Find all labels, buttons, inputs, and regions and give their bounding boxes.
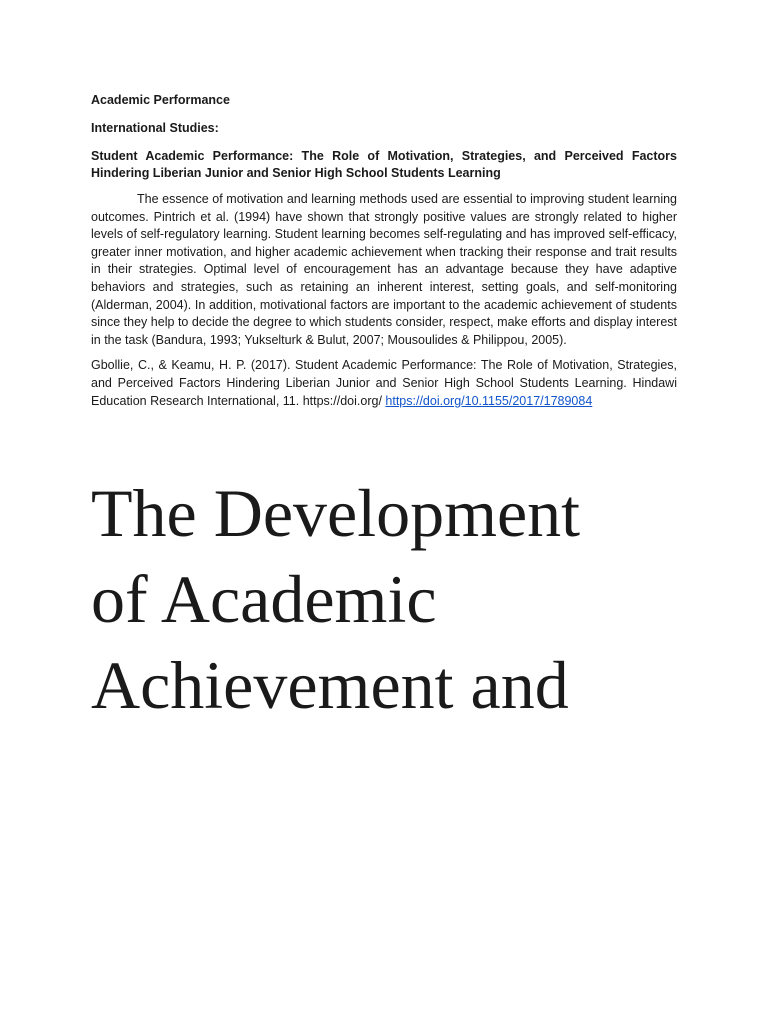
large-title-line-3: Achievement and xyxy=(91,647,569,723)
large-title-line-2: of Academic xyxy=(91,561,437,637)
large-title xyxy=(91,470,691,728)
citation-text: Gbollie, C., & Keamu, H. P. (2017). Student Academic Performance: The Role of Motivation, Strategies, and Perceived Factors Hindering Liberian Junior and Senior High School Students Learning. Hindawi Education Research International, 11. https://doi.org/ xyxy=(91,358,677,408)
section-heading: Academic Performance xyxy=(91,93,230,107)
body-paragraph: The essence of motivation and learning methods used are essential to improving student learning outcomes. Pintrich et al. (1994) have shown that strongly positive values are strongly related to higher levels of self-regulatory learning. Student learning becomes self-regulating and has improved self-efficacy, greater inner motivation, and higher academic achievement when tracking their response and trait results in their strategies. Optimal level of encouragement has an advantage because they have adaptive behaviors and strategies, such as retaining an inherent interest, setting goals, and self-monitoring (Alderman, 2004). In addition, motivational factors are important to the academic achievement of students since they help to decide the degree to which students consider, respect, make efforts and display interest in the task (Bandura, 1993; Yukselturk & Bulut, 2007; Mousoulides & Philippou, 2005). xyxy=(91,192,677,347)
document-page xyxy=(91,92,677,410)
citation xyxy=(91,357,677,410)
subsection-heading: International Studies: xyxy=(91,121,219,135)
large-title-line-1: The Development xyxy=(91,475,581,551)
study-title: Student Academic Performance: The Role of Motivation, Strategies, and Perceived Factors Hindering Liberian Junior and Senior High School Students Learning xyxy=(91,149,677,180)
doi-link[interactable]: https://doi.org/10.1155/2017/1789084 xyxy=(385,393,593,408)
